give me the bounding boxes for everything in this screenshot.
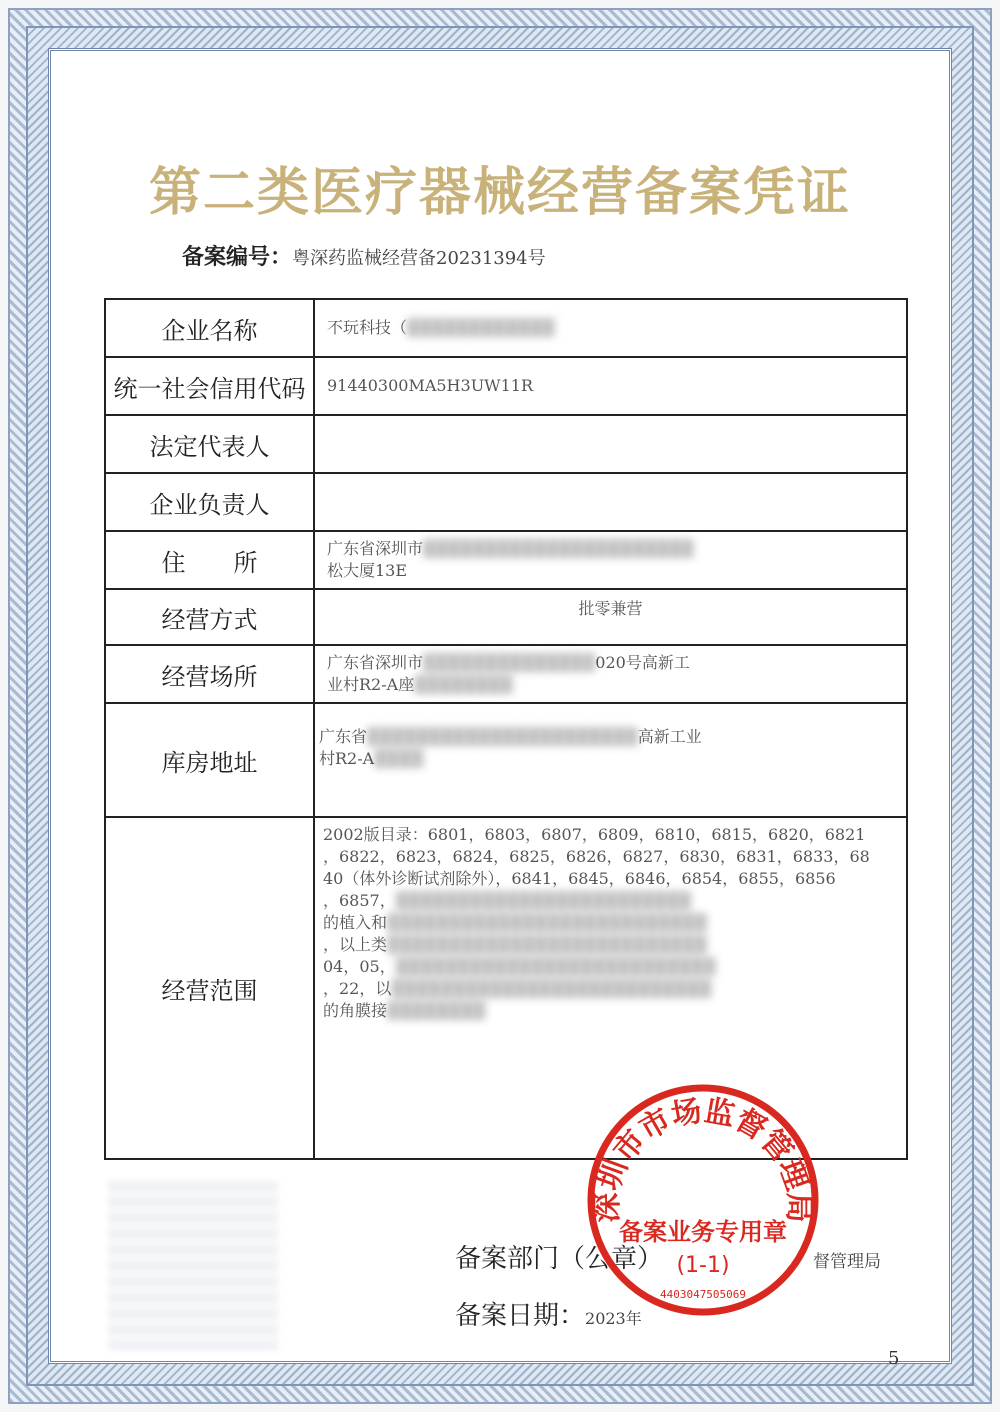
- address-line1: 广东省深圳市: [327, 539, 424, 558]
- redacted-text: ██████████████████████████: [387, 913, 707, 932]
- person-in-charge-label: 企业负责人: [105, 473, 314, 531]
- credit-code-label: 统一社会信用代码: [105, 357, 314, 415]
- table-row: [105, 415, 907, 473]
- company-name-text: 不玩科技（: [327, 318, 408, 337]
- scope-line: ，6822，6823，6824，6825，6826，6827，6830，6831，6833，68: [323, 847, 870, 866]
- redacted-text: ██████████████████████████: [395, 957, 716, 976]
- warehouse-value: [314, 703, 907, 817]
- scope-line: ，以上类: [323, 935, 388, 954]
- certificate-title: 第二类医疗器械经营备案凭证: [148, 162, 851, 223]
- business-premises-label: 经营场所: [105, 645, 314, 703]
- scope-line: 40（体外诊断试剂除外），6841，6845，6846，6854，6855，6856: [323, 869, 836, 888]
- business-mode-label: 经营方式: [105, 589, 314, 645]
- warehouse-label: 库房地址: [105, 703, 314, 817]
- scope-line: 04，05，: [323, 957, 396, 976]
- premises-line2: 业村R2-A座: [327, 675, 415, 694]
- credit-code-value: 91440300MA5H3UW11R: [314, 357, 907, 415]
- company-name-label: 企业名称: [105, 299, 314, 357]
- table-row: [105, 473, 907, 531]
- business-mode-value: 批零兼营: [314, 589, 907, 645]
- record-department-label: 备案部门（公章）: [455, 1244, 664, 1274]
- company-name-value: [314, 299, 907, 357]
- legal-rep-value: [314, 415, 907, 473]
- address-value: [314, 531, 907, 589]
- seal-code: 4403047505069: [659, 1288, 747, 1301]
- person-in-charge-value: [314, 473, 907, 531]
- record-number: [182, 240, 546, 271]
- seal-inner-text: 备案业务专用章: [619, 1218, 787, 1246]
- scope-line: ，6857，: [323, 891, 396, 910]
- redacted-text: ██████████████████████████: [391, 979, 712, 998]
- warehouse-line1b: 高新工业: [637, 727, 702, 746]
- page-mark: 5: [888, 1348, 900, 1369]
- table-row: [105, 531, 907, 589]
- certificate-table: [104, 298, 908, 1160]
- table-row: [105, 357, 907, 415]
- seal-number: (1-1): [676, 1253, 730, 1278]
- warehouse-line2: 村R2-A: [319, 749, 375, 768]
- premises-line1b: 020号高新工: [595, 653, 690, 672]
- record-date-label: 备案日期：: [455, 1301, 586, 1331]
- scope-line: 2002版目录：6801，6803，6807，6809，6810，6815，6820，6821: [323, 825, 866, 844]
- table-row: [105, 589, 907, 645]
- business-premises-value: [314, 645, 907, 703]
- redacted-text: ██████████████: [423, 653, 596, 672]
- record-number-value: 粤深药监械经营备20231394号: [292, 248, 546, 269]
- redacted-text: ██████████████████████: [367, 727, 638, 746]
- scope-line: 的角膜接: [323, 1001, 388, 1020]
- seal-outer-text: 深圳市市场监督管理局: [589, 1093, 817, 1223]
- record-department-tail: 督管理局: [813, 1252, 882, 1272]
- redacted-text: ████: [374, 749, 424, 768]
- official-seal: [580, 1080, 826, 1320]
- redacted-text: ████████████████████████: [395, 891, 692, 910]
- redacted-text: ██████████████████████████: [387, 935, 707, 954]
- scope-label: 经营范围: [105, 817, 314, 1159]
- legal-rep-label: 法定代表人: [105, 415, 314, 473]
- redacted-text: ████████: [387, 1001, 486, 1020]
- table-row: [105, 645, 907, 703]
- warehouse-line1a: 广东省: [319, 727, 368, 746]
- premises-line1a: 广东省深圳市: [327, 653, 424, 672]
- redacted-qr-area: [108, 1180, 278, 1350]
- table-row: [105, 299, 907, 357]
- scope-line: 的植入和: [323, 913, 388, 932]
- address-line2: 松大厦13E: [327, 561, 408, 580]
- address-label: 住 所: [105, 531, 314, 589]
- scope-line: ，22，以: [323, 979, 392, 998]
- redacted-text: ████████: [414, 675, 513, 694]
- record-number-label: 备案编号：: [182, 244, 293, 270]
- redacted-text: ██████████████████████: [423, 539, 694, 558]
- table-row: [105, 703, 907, 817]
- redacted-text: ████████████: [407, 318, 555, 337]
- record-date-value: 2023年: [585, 1309, 642, 1328]
